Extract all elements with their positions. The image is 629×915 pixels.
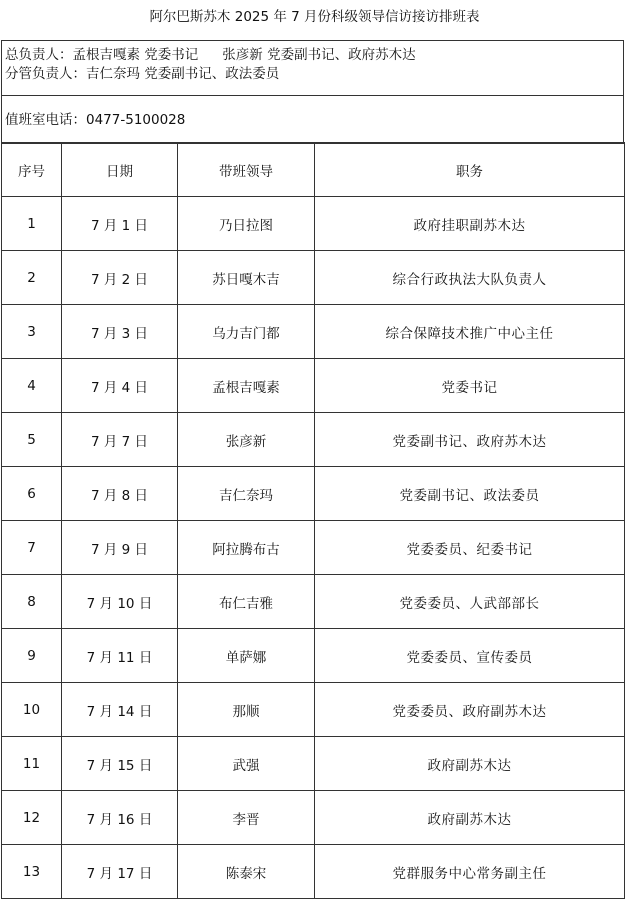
cell-leader: 陈泰宋	[178, 845, 315, 899]
table-row	[2, 359, 625, 413]
table-row	[2, 683, 625, 737]
cell-date: 7 月 17 日	[62, 845, 178, 899]
general-leader-line	[5, 46, 623, 65]
cell-date: 7 月 3 日	[62, 305, 178, 359]
cell-no: 10	[2, 683, 62, 737]
cell-role: 党委委员、人武部部长	[315, 575, 625, 629]
cell-no: 13	[2, 845, 62, 899]
cell-date: 7 月 2 日	[62, 251, 178, 305]
cell-no: 2	[2, 251, 62, 305]
header-date: 日期	[62, 143, 178, 197]
table-row	[2, 413, 625, 467]
cell-date: 7 月 9 日	[62, 521, 178, 575]
schedule-table	[1, 142, 625, 899]
table-row	[2, 737, 625, 791]
cell-role: 党委副书记、政府苏木达	[315, 413, 625, 467]
cell-role: 政府副苏木达	[315, 737, 625, 791]
cell-role: 政府副苏木达	[315, 791, 625, 845]
cell-role: 党委委员、纪委书记	[315, 521, 625, 575]
table-row	[2, 629, 625, 683]
table-header-row	[2, 143, 625, 197]
table-row	[2, 467, 625, 521]
table-row	[2, 251, 625, 305]
info-box	[1, 40, 624, 144]
cell-date: 7 月 8 日	[62, 467, 178, 521]
cell-leader: 那顺	[178, 683, 315, 737]
cell-date: 7 月 14 日	[62, 683, 178, 737]
cell-date: 7 月 4 日	[62, 359, 178, 413]
cell-date: 7 月 11 日	[62, 629, 178, 683]
cell-date: 7 月 15 日	[62, 737, 178, 791]
cell-no: 6	[2, 467, 62, 521]
header-leader: 带班领导	[178, 143, 315, 197]
general-label: 总负责人：	[5, 47, 73, 63]
cell-role: 党委书记	[315, 359, 625, 413]
cell-leader: 乃日拉图	[178, 197, 315, 251]
table-row	[2, 521, 625, 575]
cell-leader: 乌力吉门都	[178, 305, 315, 359]
cell-role: 综合保障技术推广中心主任	[315, 305, 625, 359]
table-row	[2, 197, 625, 251]
cell-no: 1	[2, 197, 62, 251]
cell-role: 政府挂职副苏木达	[315, 197, 625, 251]
cell-no: 12	[2, 791, 62, 845]
table-body	[2, 197, 625, 899]
cell-no: 3	[2, 305, 62, 359]
cell-date: 7 月 10 日	[62, 575, 178, 629]
cell-no: 5	[2, 413, 62, 467]
table-row	[2, 305, 625, 359]
general-leader-1: 孟根吉嘎素 党委书记	[72, 47, 199, 63]
cell-role: 综合行政执法大队负责人	[315, 251, 625, 305]
header-no: 序号	[2, 143, 62, 197]
phone-label: 值班室电话：	[5, 112, 86, 128]
cell-leader: 武强	[178, 737, 315, 791]
table-row	[2, 575, 625, 629]
cell-no: 11	[2, 737, 62, 791]
leaders-section	[2, 41, 623, 96]
table-row	[2, 845, 625, 899]
cell-leader: 张彦新	[178, 413, 315, 467]
cell-leader: 布仁吉雅	[178, 575, 315, 629]
cell-date: 7 月 7 日	[62, 413, 178, 467]
cell-role: 党委委员、政府副苏木达	[315, 683, 625, 737]
cell-no: 9	[2, 629, 62, 683]
cell-leader: 阿拉腾布古	[178, 521, 315, 575]
phone-section	[2, 96, 623, 144]
cell-role: 党群服务中心常务副主任	[315, 845, 625, 899]
deputy-leader-1: 吉仁奈玛 党委副书记、政法委员	[86, 66, 280, 82]
page-title: 阿尔巴斯苏木 2025 年 7 月份科级领导信访接访排班表	[149, 9, 480, 25]
cell-role: 党委副书记、政法委员	[315, 467, 625, 521]
general-leader-2: 张彦新 党委副书记、政府苏木达	[222, 47, 416, 63]
cell-no: 8	[2, 575, 62, 629]
cell-no: 7	[2, 521, 62, 575]
header-role: 职务	[315, 143, 625, 197]
cell-leader: 苏日嘎木吉	[178, 251, 315, 305]
deputy-label: 分管负责人：	[5, 66, 86, 82]
cell-date: 7 月 1 日	[62, 197, 178, 251]
cell-no: 4	[2, 359, 62, 413]
table-row	[2, 791, 625, 845]
deputy-leader-line	[5, 65, 623, 84]
cell-leader: 孟根吉嘎素	[178, 359, 315, 413]
cell-date: 7 月 16 日	[62, 791, 178, 845]
cell-leader: 单萨娜	[178, 629, 315, 683]
cell-role: 党委委员、宣传委员	[315, 629, 625, 683]
cell-leader: 吉仁奈玛	[178, 467, 315, 521]
cell-leader: 李晋	[178, 791, 315, 845]
phone-number: 0477-5100028	[86, 112, 186, 128]
